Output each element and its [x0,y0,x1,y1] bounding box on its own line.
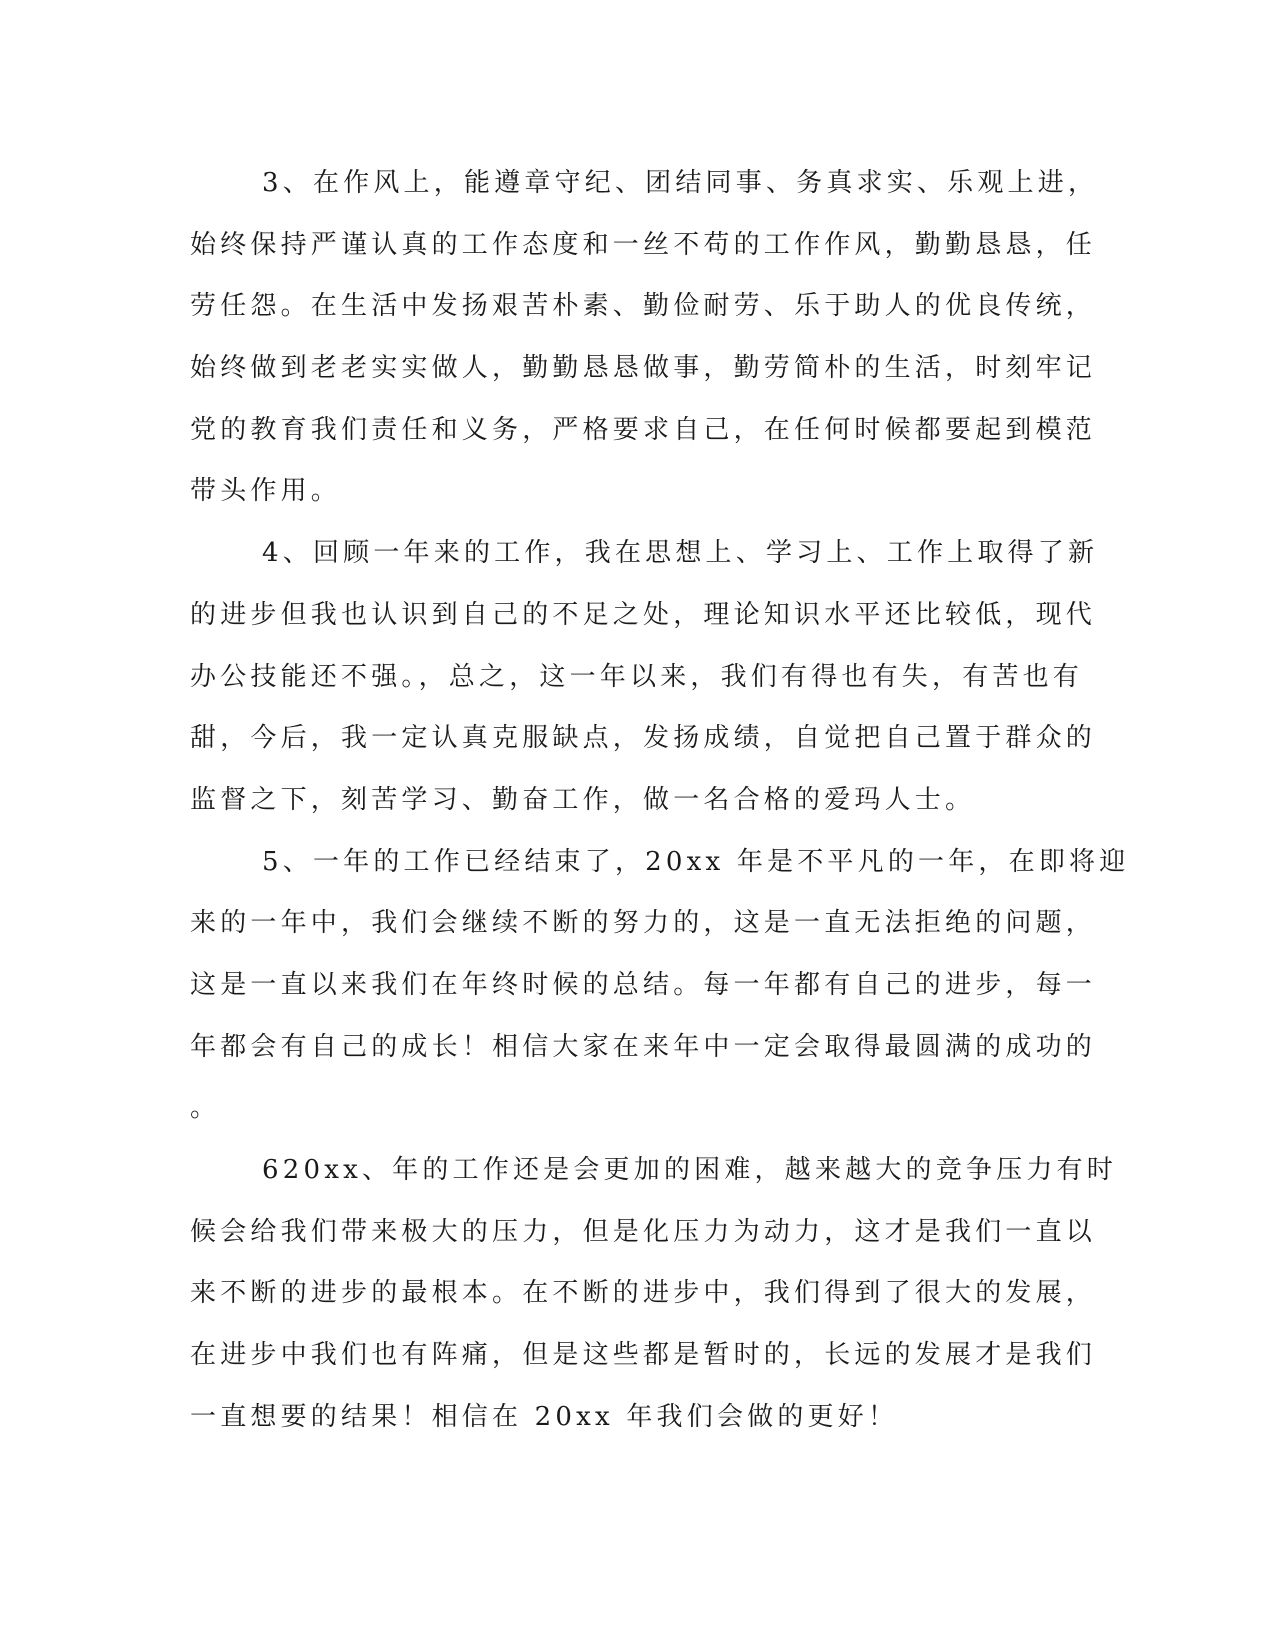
text-line: 办公技能还不强。，总之，这一年以来，我们有得也有失，有苦也有 [190,661,1084,692]
text-line: 年都会有自己的成长！相信大家在来年中一定会取得最圆满的成功的 [190,1031,1097,1062]
text-line: 5、一年的工作已经结束了，20xx 年是不平凡的一年，在即将迎 [262,846,1130,877]
text-line: 4、回顾一年来的工作，我在思想上、学习上、工作上取得了新 [262,538,1099,569]
text-line: 甜，今后，我一定认真克服缺点，发扬成绩，自觉把自己置于群众的 [190,723,1097,754]
text-line: 始终做到老老实实做人，勤勤恳恳做事，勤劳简朴的生活，时刻牢记 [190,353,1097,384]
text-line: 的进步但我也认识到自己的不足之处，理论知识水平还比较低，现代 [190,599,1097,630]
text-line: 这是一直以来我们在年终时候的总结。每一年都有自己的进步，每一 [190,969,1097,1000]
text-line: 一直想要的结果！相信在 20xx 年我们会做的更好！ [190,1401,899,1432]
text-line: 始终保持严谨认真的工作态度和一丝不苟的工作作风，勤勤恳恳，任 [190,229,1097,260]
paragraph-5 [190,832,1130,1140]
text-line: 党的教育我们责任和义务，严格要求自己，在任何时候都要起到模范 [190,414,1097,445]
paragraph-6 [190,1140,1117,1448]
text-line: 来不断的进步的最根本。在不断的进步中，我们得到了很大的发展， [190,1278,1097,1309]
text-line: 。 [190,1093,221,1124]
text-line: 候会给我们带来极大的压力，但是化压力为动力，这才是我们一直以 [190,1216,1097,1247]
text-line: 在进步中我们也有阵痛，但是这些都是暂时的，长远的发展才是我们 [190,1340,1097,1371]
text-line: 来的一年中，我们会继续不断的努力的，这是一直无法拒绝的问题， [190,908,1097,939]
text-line: 劳任怨。在生活中发扬艰苦朴素、勤俭耐劳、乐于助人的优良传统， [190,291,1097,322]
text-line: 620xx、年的工作还是会更加的困难，越来越大的竞争压力有时 [262,1155,1117,1185]
text-line: 3、在作风上，能遵章守纪、团结同事、务真求实、乐观上进， [262,168,1099,198]
document-body [190,153,1130,1448]
paragraph-4 [190,523,1099,831]
text-line: 带头作用。 [190,476,342,507]
text-line: 监督之下，刻苦学习、勤奋工作，做一名合格的爱玛人士。 [190,784,976,815]
paragraph-3 [190,153,1099,523]
